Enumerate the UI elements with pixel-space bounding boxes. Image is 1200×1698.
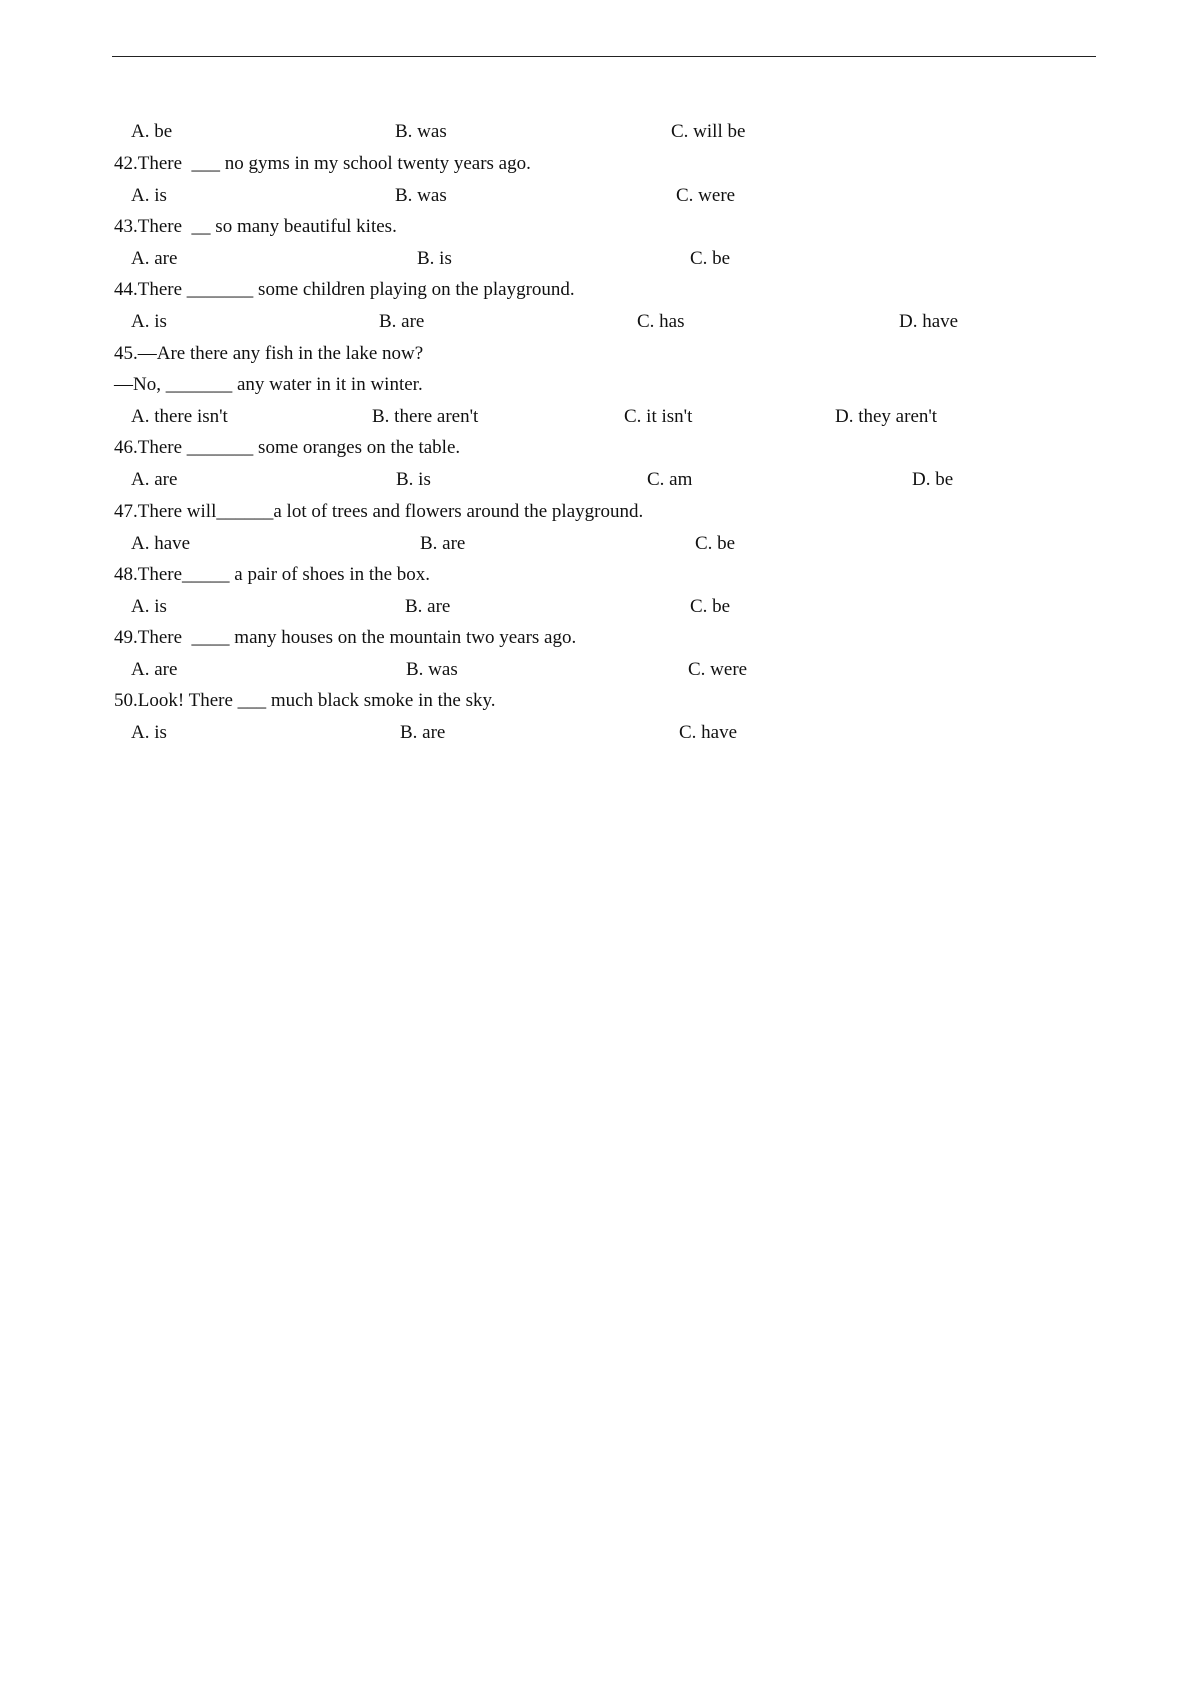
question-49-option-c: C. were	[688, 659, 748, 680]
question-44-option-c: C. has	[637, 311, 685, 332]
question-43-stem: 43.There __ so many beautiful kites.	[114, 216, 397, 237]
question-48-option-c: C. be	[690, 596, 731, 617]
question-42-option-c: C. were	[676, 185, 736, 206]
question-50-option-b: B. are	[400, 722, 446, 743]
question-48-option-b: B. are	[405, 596, 451, 617]
question-42-option-b: B. was	[395, 185, 447, 206]
prev-option-b: B. was	[395, 121, 447, 142]
question-49-option-b: B. was	[406, 659, 458, 680]
question-46-option-d: D. be	[912, 469, 954, 490]
question-50-stem: 50.Look! There ___ much black smoke in the sky.	[114, 690, 496, 711]
question-44-option-d: D. have	[899, 311, 959, 332]
question-47-option-a: A. have	[131, 533, 191, 554]
prev-option-a: A. be	[131, 121, 173, 142]
question-48-option-a: A. is	[131, 596, 167, 617]
question-45-stem: 45.—Are there any fish in the lake now?	[114, 343, 424, 364]
question-42-stem: 42.There ___ no gyms in my school twenty years ago.	[114, 153, 531, 174]
question-43-option-c: C. be	[690, 248, 731, 269]
question-47-option-c: C. be	[695, 533, 736, 554]
question-46-option-c: C. am	[647, 469, 693, 490]
question-48-stem: 48.There_____ a pair of shoes in the box.	[114, 564, 431, 585]
question-45-option-d: D. they aren't	[835, 406, 938, 427]
prev-option-c: C. will be	[671, 121, 746, 142]
question-44-option-a: A. is	[131, 311, 167, 332]
question-45-reply: —No, _______ any water in it in winter.	[114, 374, 423, 395]
question-44-stem: 44.There _______ some children playing on the playground.	[114, 279, 575, 300]
question-45-option-c: C. it isn't	[624, 406, 693, 427]
question-45-option-a: A. there isn't	[131, 406, 228, 427]
question-46-stem: 46.There _______ some oranges on the table.	[114, 437, 461, 458]
question-42-option-a: A. is	[131, 185, 167, 206]
question-50-option-a: A. is	[131, 722, 167, 743]
question-47-option-b: B. are	[420, 533, 466, 554]
question-44-option-b: B. are	[379, 311, 425, 332]
question-46-option-a: A. are	[131, 469, 178, 490]
question-50-option-c: C. have	[679, 722, 738, 743]
question-49-option-a: A. are	[131, 659, 178, 680]
question-45-option-b: B. there aren't	[372, 406, 479, 427]
question-49-stem: 49.There ____ many houses on the mountain two years ago.	[114, 627, 577, 648]
header-rule	[112, 56, 1096, 57]
question-46-option-b: B. is	[396, 469, 431, 490]
question-43-option-a: A. are	[131, 248, 178, 269]
question-43-option-b: B. is	[417, 248, 452, 269]
question-47-stem: 47.There will______a lot of trees and flowers around the playground.	[114, 501, 644, 522]
